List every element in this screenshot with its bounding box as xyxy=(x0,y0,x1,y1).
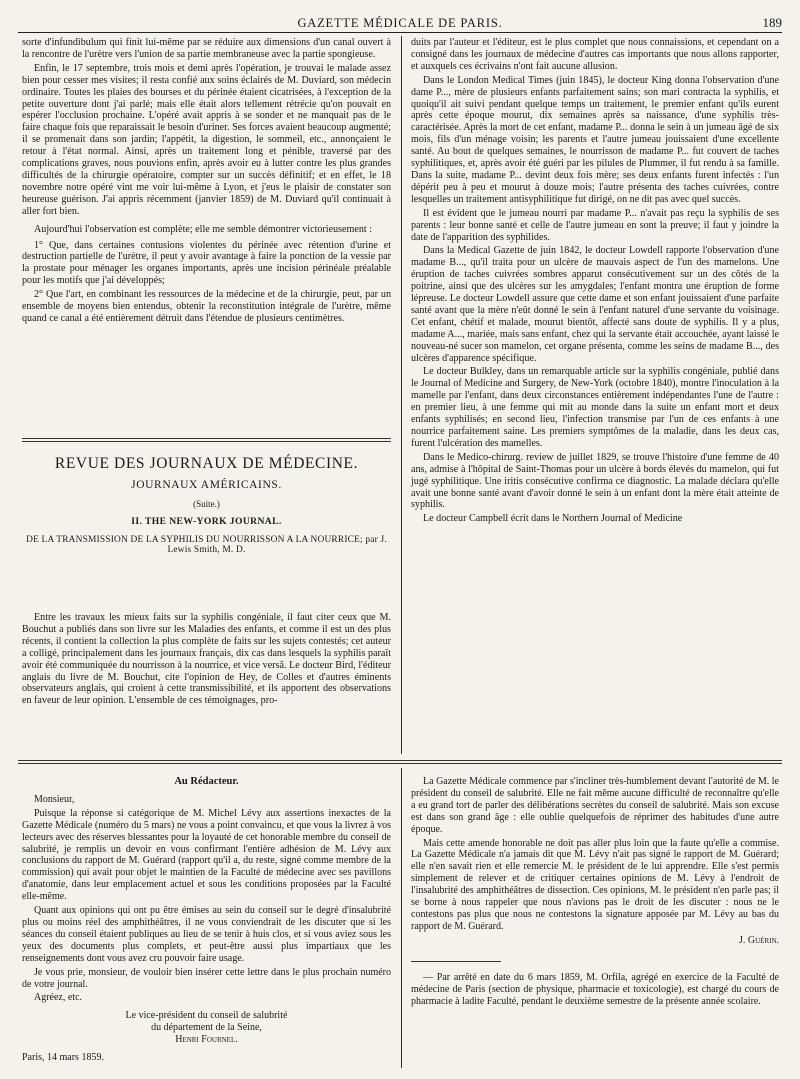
paragraph: Il est évident que le jumeau nourri par madame P... n'avait pas reçu la syphilis de ses parents : leur bonne santé et celle de l'autre jumeau en sont la preuve; il faut y joindre la date de l'apparition des syphilides. xyxy=(411,207,779,243)
paragraph: Je vous prie, monsieur, de vouloir bien insérer cette lettre dans le plus prochain numéro de votre journal. xyxy=(22,966,391,990)
letter-signature xyxy=(22,1010,391,1064)
paragraph: Dans le Medico-chirurg. review de juillet 1829, se trouve l'histoire d'une femme de 40 ans, admise à l'hôpital de Saint-Thomas pour un ulcère à bords élevés du mamelon, qui fut jugé syphilitique. Une iritis consécutive confirma ce diagnostic. La malade déclara qu'elle avait une bonne santé avant d'avoir donné le sein à un enfant dont la mère était atteinte de syphilis. xyxy=(411,451,779,511)
section-subtitle: JOURNAUX AMÉRICAINS. xyxy=(131,479,282,491)
paragraph: La Gazette Médicale commence par s'incliner très-humblement devant l'autorité de M. le président du conseil de salubrité. Elle ne fait même aucune difficulté de reconnaître qu'elle a eu grand tort de parler des délibérations secrètes du conseil de salubrité. Mais son excuse est dans son grand âge : elle oublie quelquefois de réprimer des habitudes d'une autre époque. xyxy=(411,776,779,835)
section-title: REVUE DES JOURNAUX DE MÉDECINE. xyxy=(54,455,359,472)
announcement: — Par arrêté en date du 6 mars 1859, M. Orfila, agrégé en exercice de la Faculté de médecine de Paris (section de physique, pharmacie et toxicologie), est chargé du cours de pharmacie à ladite Faculté, pendant le deuxième semestre de la présente année scolaire. xyxy=(411,971,779,1007)
page-header xyxy=(18,10,782,33)
paragraph: Puisque la réponse si catégorique de M. Michel Lévy aux assertions inexactes de la Gazette Médicale (numéro du 5 mars) ne vous a point convaincu, et que vous la livrez à vos lecteurs avec des réserves blessantes pour la loyauté de cet honorable membre du conseil de salubrité, je remplis un devoir en vous confirmant l'entière adhésion de M. Lévy aux conclusions du rapport de M. Guérard (rapport qu'il a, du reste, signé comme membre de la commission) qui avait pour objet le maintien de la Faculté de médecine avec ses pavillons d'anatomie, dans leur emplacement actuel et sous les conditions proposées par la Faculté elle-même. xyxy=(22,807,391,903)
revue-heading-block xyxy=(22,445,391,565)
letter-block xyxy=(22,772,391,1064)
right-column xyxy=(411,37,779,527)
left-column-top xyxy=(22,37,391,327)
paragraph: Quant aux opinions qui ont pu être émises au sein du conseil sur le degré d'insalubrité plus ou moins réel des amphithéâtres, il ne vous conviendrait de les discuter que si les séances du conseil étaient publiques au lieu de se tenir à huis clos, et si vous aviez sous les yeux des documents plus complets, et peut-être aussi plus impartiaux que les renseignements dont vous avez cru pouvoir faire usage. xyxy=(22,905,391,964)
section-divider xyxy=(22,441,391,442)
paragraph: Aujourd'hui l'observation est complète; elle me semble démontrer victorieusement : xyxy=(34,223,373,235)
note-divider xyxy=(411,961,501,962)
lower-section-divider xyxy=(18,763,782,764)
letter-heading: Au Rédacteur. xyxy=(174,776,239,787)
paragraph: Agréez, etc. xyxy=(34,992,83,1004)
signature-line: du département de la Seine, xyxy=(151,1022,262,1034)
paragraph: 2° Que l'art, en combinant les ressources de la médecine et de la chirurgie, peut, par un ensemble de moyens bien entendus, obtenir la reconstitution intégrale de l'urètre, même quand ce canal a été entièrement détruit dans l'étendue de plusieurs centimètres. xyxy=(22,289,391,324)
paragraph: Mais cette amende honorable ne doit pas aller plus loin que la faute qu'elle a commise. La Gazette Médicale n'a jamais dit que M. Lévy n'ait pas signé le rapport de M. Guérard; elle n'en savait rien et elle remercie M. le président de le lui apprendre. Elle s'est permis simplement de relever et de critiquer certaines opinions de M. Lévy à l'endroit de l'insalubrité des amphithéâtres de dissection. Ces opinions, M. le président n'en parle pas; il se borne à nous rappeler que nous n'avions pas le droit de les discuter : nous ne le contestons pas plus que nous ne contestons la signature apposée par M. Lévy au bas du rapport de M. Guérard. xyxy=(411,837,779,932)
signature-name: Henri Fournel. xyxy=(175,1034,238,1046)
reply-block xyxy=(411,776,779,1009)
paragraph: Enfin, le 17 septembre, trois mois et demi après l'opération, je trouvai le malade assez bien pour cesser mes visites; il resta confié aux soins éclairés de M. Duviard, son médecin ordinaire. Toutes les plaies des bourses et du périnée étaient cicatrisées, à l'exception de la petite ouverture dont j'ai parlé; mais elle était alors tellement rétrécie qu'on pouvait en espérer l'occlusion prochaine. L'opéré avait appris à se sonder et ne manquait pas de le faire chaque fois que reparaissait le besoin d'uriner. Ses forces avaient beaucoup augmenté; il se promenait dans son jardin; l'appétit, la digestion, le sommeil, etc., annonçaient le retour à l'état normal. Ainsi, après un traitement long et pénible, traversé par des complications graves, nous pouvions enfin, après avoir eu à lutter contre les plus grandes difficultés de la chirurgie opératoire, compter sur un succès définitif; et en effet, le 18 novembre notre opéré vint me voir lui-même à Lyon, et j'eus le plaisir de constater son heureuse guérison. J'ai appris récemment (janvier 1859) de M. Duviard qu'il continuait à aller fort bien. xyxy=(22,62,391,217)
journal-heading: II. THE NEW-YORK JOURNAL. xyxy=(131,516,282,527)
column-divider xyxy=(401,768,402,1068)
signature-line: Le vice-président du conseil de salubrité xyxy=(125,1010,288,1022)
paragraph: Dans le London Medical Times (juin 1845), le docteur King donna l'observation d'une dame P..., mère de plusieurs enfants parfaitement sains; son mari contracta la syphilis, et quoiqu'il ait suivi pendant quelque temps un traitement, le premier enfant qu'ils eurent après cette époque mourut, dix semaines après sa naissance, d'une syphilis très-caractérisée. Après la mort de cet enfant, madame P... donna le sein à un jumeau âgé de six mois, fils d'un ménage voisin; les parents et l'autre jumeau jouissaient d'une excellente santé. Au bout de quelques semaines, le nourrisson de madame P... fut couvert de taches syphilitiques, et, après avoir été guéri par les pilules de Plummer, il fut rendu à sa famille. Dans la suite, madame P... devint deux fois mère; ses deux enfants furent infectés : l'un dépérit peu à peu et mourut à douze mois; l'autre présenta des taches cuivrées, contre lesquelles un traitement antisyphilitique fut dirigé, on ne dit pas avec quel succès. xyxy=(411,74,779,205)
paragraph: 1° Que, dans certaines contusions violentes du périnée avec rétention d'urine et destruction partielle de l'urètre, il peut y avoir avantage à faire la ponction de la vessie par la prostate pour ménager les organes importants, après une incision périnéale préalable pour les motifs que j'ai développés; xyxy=(22,239,391,287)
journal-title: GAZETTE MÉDICALE DE PARIS. xyxy=(297,16,503,30)
letter-date: Paris, 14 mars 1859. xyxy=(22,1052,104,1064)
article-title: DE LA TRANSMISSION DE LA SYPHILIS DU NOURRISSON A LA NOURRICE; par J. Lewis Smith, M. D. xyxy=(26,535,387,555)
paragraph: Le docteur Bulkley, dans un remarquable article sur la syphilis congéniale, publié dans le Journal of Medicine and Surgery, de New-York (octobre 1840), montre l'inoculation à la mamelle par l'enfant, dans deux circonstances entièrement indépendantes l'une de l'autre : en premier lieu, à une femme qui mit au monde dans la suite un enfant mort et deux enfants syphilisés; en second lieu, l'infection transmise par l'un de ces enfants à une nourrice parfaitement saine. Les premiers symptômes de la maladie, dans les deux cas, furent l'ulcération des mamelles. xyxy=(411,366,779,449)
reply-signature: J. Guérin. xyxy=(739,934,779,946)
section-divider xyxy=(22,438,391,439)
paragraph: Dans la Medical Gazette de juin 1842, le docteur Lowdell rapporte l'observation d'une madame B..., qu'il traita pour un ulcère de mauvais aspect de l'un des mamelons. Une éruption de taches cuivrées sombres apparut consécutivement sur un des côtés de la poitrine, ainsi que des ulcères sur les amygdales; l'enfant montra une éruption de forme lépreuse. Le docteur Lowdell assure que cette dame et son enfant jouissaient d'une parfaite santé avant que la mère n'eût donné le sein à l'enfant naturel d'une servante du voisinage. Cet enfant, chétif et malade, mourut bientôt, affecté sans doute de syphilis. Il y a plus, madame A..., mariée, mais sans enfant, chez qui la servante était accouchée, ayant laissé le nouveau-né sucer son mamelon, cet organe présenta, comme les seins de madame B..., des ulcères d'apparence spécifique. xyxy=(411,245,779,364)
suite-label: (Suite.) xyxy=(193,499,220,509)
paragraph: duits par l'auteur et l'éditeur, est le plus complet que nous connaissions, et cependant on a consigné dans les journaux de médecine d'autres cas importants que nous allons rapporter, et auxquels ces écrivains n'ont fait aucune allusion. xyxy=(411,37,779,72)
letter-salutation: Monsieur, xyxy=(34,793,75,805)
lower-section-divider xyxy=(18,760,782,761)
paragraph: sorte d'infundibulum qui finit lui-même par se réduire aux dimensions d'un canal ouvert à la rencontre de l'urètre vers l'union de sa partie membraneuse avec la partie spongieuse. xyxy=(22,37,391,60)
paragraph: Le docteur Campbell écrit dans le Northern Journal of Medicine xyxy=(423,513,683,525)
left-column-article xyxy=(22,612,391,709)
page-number: 189 xyxy=(762,15,782,30)
column-divider xyxy=(401,36,402,754)
paragraph: Entre les travaux les mieux faits sur la syphilis congéniale, il faut citer ceux que M. Bouchut a publiés dans son livre sur les Maladies des enfants, et comme il est un des plus récents, il contient la collection la plus complète de faits sur les sujets contestés; cet auteur a colligé, principalement dans les journaux français, dix cas dans lesquels la syphilis paraît avoir été communiquée du nourrisson à la nourrice, et vice versâ. Le docteur Bird, l'éditeur anglais du livre de M. Bouchut, cite l'opinion de Hey, de Colles et d'autres éminents observateurs anglais, qui croient à cette transmissibilité, et ils apportent des observations en faveur de leur opinion. L'ensemble de ces témoignages, pro- xyxy=(22,612,391,707)
